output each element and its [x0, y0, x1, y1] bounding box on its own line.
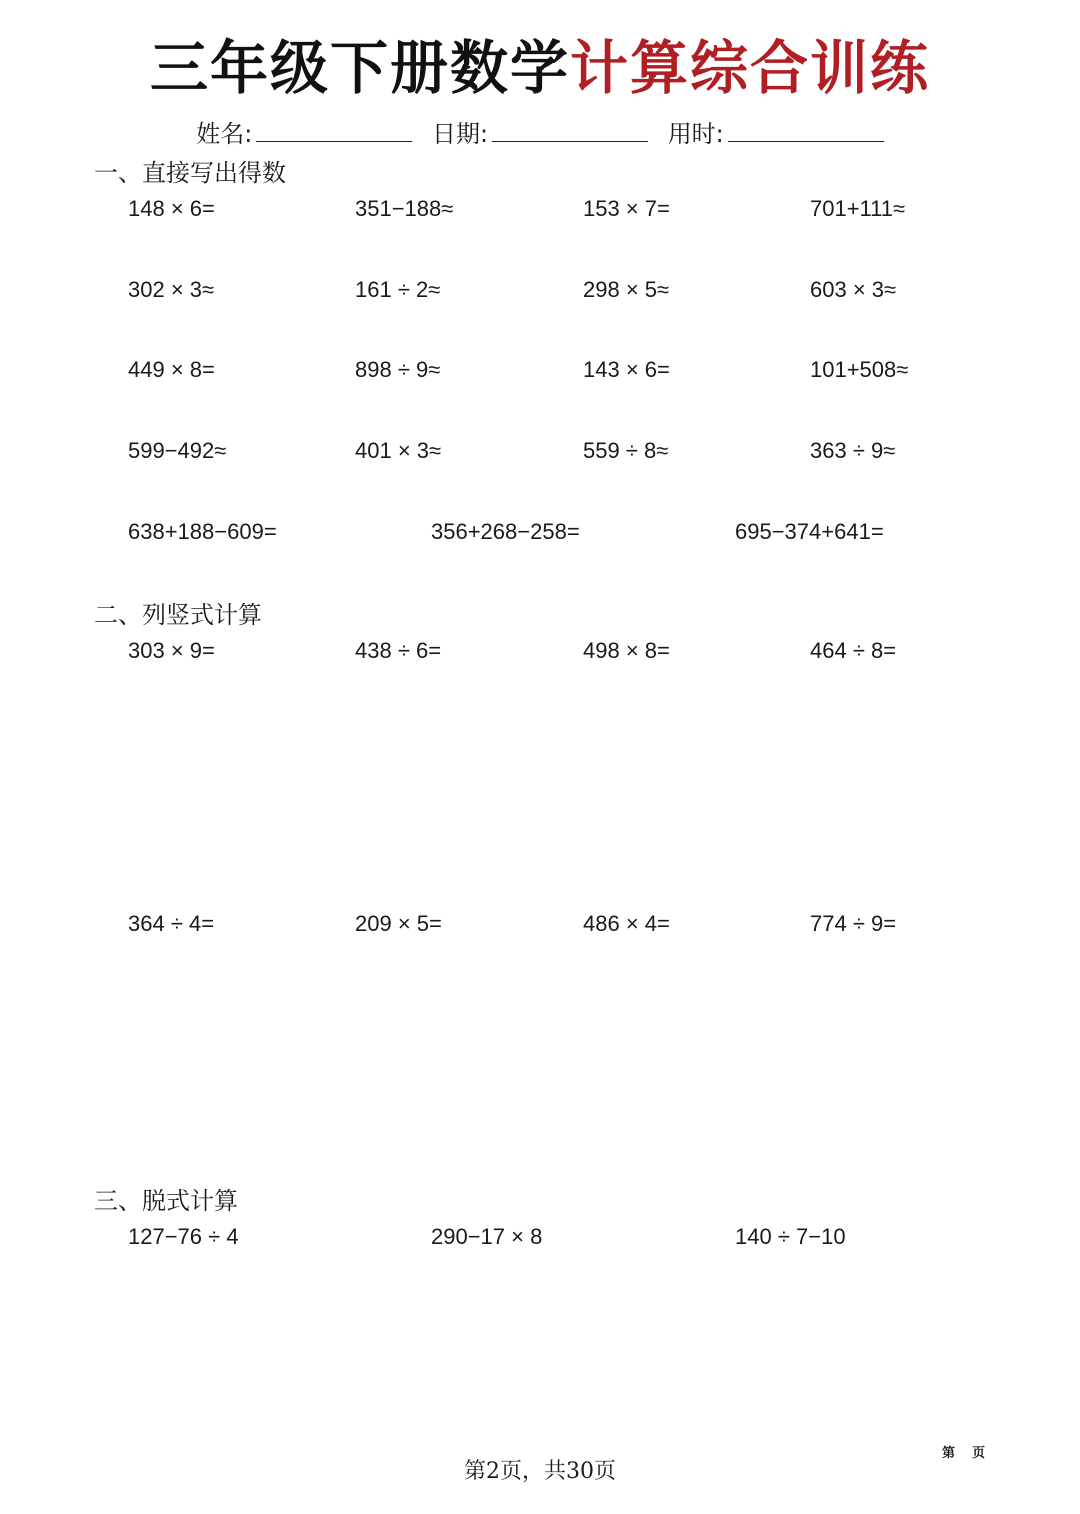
name-label: 姓名: — [196, 120, 253, 148]
section-heading-direct-answers: 一、直接写出得数 — [94, 159, 286, 187]
problem: 302 × 3≈ — [128, 277, 215, 302]
title-black-part: 三年级下册数学 — [149, 34, 570, 102]
date-label: 日期: — [431, 120, 489, 148]
name-blank-line — [256, 119, 412, 142]
page-title — [0, 28, 1080, 108]
section-heading-step-calculation: 三、脱式计算 — [94, 1187, 238, 1215]
section-heading-vertical-calculation: 二、列竖式计算 — [94, 601, 262, 629]
page-mark-right: 页 — [972, 1446, 986, 1461]
problem: 695−374+641= — [735, 519, 884, 544]
problem: 498 × 8= — [583, 638, 670, 663]
time-blank-line — [728, 119, 884, 142]
problem: 356+268−258= — [431, 519, 580, 544]
problem: 449 × 8= — [128, 357, 215, 382]
problem: 298 × 5≈ — [583, 277, 670, 302]
page-number: 第2页，共30页 — [464, 1459, 616, 1484]
date-field — [432, 116, 648, 152]
problem: 364 ÷ 4= — [128, 911, 215, 936]
problem: 638+188−609= — [128, 519, 277, 544]
problem: 401 × 3≈ — [355, 438, 442, 463]
problem: 143 × 6= — [583, 357, 670, 382]
problem: 774 ÷ 9= — [810, 911, 897, 936]
problem: 464 ÷ 8= — [810, 638, 897, 663]
problem: 603 × 3≈ — [810, 277, 897, 302]
problem: 290−17 × 8 — [431, 1224, 543, 1249]
problem: 363 ÷ 9≈ — [810, 438, 896, 463]
date-blank-line — [492, 119, 648, 142]
problem: 161 ÷ 2≈ — [355, 277, 441, 302]
problem: 599−492≈ — [128, 438, 227, 463]
problem: 559 ÷ 8≈ — [583, 438, 669, 463]
page-mark-left: 第 — [942, 1446, 956, 1461]
problem: 209 × 5= — [355, 911, 442, 936]
time-field — [668, 116, 884, 152]
student-info-row — [0, 116, 1080, 152]
problem: 438 ÷ 6= — [355, 638, 442, 663]
problem: 351−188≈ — [355, 196, 454, 221]
problem: 486 × 4= — [583, 911, 670, 936]
problem: 153 × 7= — [583, 196, 670, 221]
problem: 701+111≈ — [810, 196, 906, 221]
problem: 148 × 6= — [128, 196, 215, 221]
problem: 140 ÷ 7−10 — [735, 1224, 846, 1249]
problem: 101+508≈ — [810, 357, 909, 382]
name-field — [196, 116, 412, 152]
problem: 127−76 ÷ 4 — [128, 1224, 239, 1249]
title-red-part: 计算综合训练 — [570, 34, 931, 102]
problem: 898 ÷ 9≈ — [355, 357, 441, 382]
problem: 303 × 9= — [128, 638, 215, 663]
time-label: 用时: — [667, 120, 724, 148]
